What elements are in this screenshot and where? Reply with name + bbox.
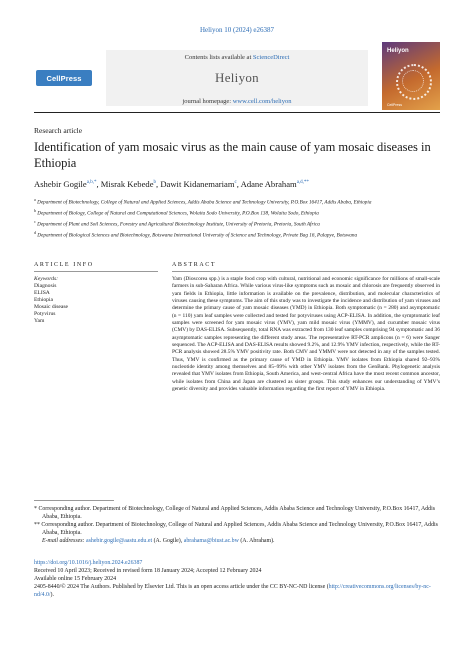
footnote-rule: [34, 500, 114, 501]
email-line: [34, 537, 440, 545]
affiliation: [34, 229, 440, 240]
available-online-line: Available online 15 February 2024: [34, 575, 117, 582]
footnote: [34, 505, 440, 521]
history-line: Received 10 April 2023; Received in revised form 18 January 2024; Accepted 12 February 2024: [34, 567, 262, 574]
email-link-abraham[interactable]: abrahama@biust.ac.bw: [183, 538, 239, 544]
author-name[interactable]: Misrak Kebede: [100, 179, 154, 189]
affiliations: [34, 196, 440, 240]
author-sup[interactable]: a,d,**: [296, 180, 309, 186]
abstract-text: Yam (Dioscorea spp.) is a staple food crop with cultural, nutritional and economic significance for millions of small-scale farmers in sub-Saharan Africa. While various virus-like symptoms such as mosaic and chlorosis are frequently observed in yam fields in Ethiopia, little information is available on the prevalence, distribution, and molecular characteristics of viruses causing these symptoms. The aim of this study was to investigate the incidence and distribution of yam viruses and determine the primary cause of yam mosaic diseases (YMD) in Ethiopia. Both symptomatic (n = 280) and asymptomatic (n = 110) yam leaf samples were collected and tested for potyviruses using ACP-ELISA. In addition, the symptomatic leaf samples were screened for yam mosaic virus (YMV), yam mild mosaic virus (YMMV), and cucumber mosaic virus (CMV) by DAS-ELISA. Subsequently, total RNA was extracted from 130 leaf samples comprising 94 symptomatic and 36 asymptomatic samples representing the different study areas. The representative RT-PCR amplicons (n = 6) were Sanger sequenced. The ACP-ELISA and DAS-ELISA results showed 9.2%, and 12.9% YMV infection, respectively, while the RT-PCR analysis showed 28.5% YMV positivity rate. Both CMV and YMMV were not detected in any of the samples tested. Thus, YMV is confirmed as the primary cause of YMD in Ethiopia. YMV isolates from Ethiopia shared 92–93% nucleotide identity among themselves and 85–99% with other YMV isolates from the GenBank. Phylogenetic analysis revealed that YMV isolates from Ethiopia, South America, and west-central Africa have the most recent common ancestor, while isolates from China and Japan are clustered as sister groups. This study enhances our understanding of YMV’s genetic diversity and provides valuable information regarding the first report of YMV in Ethiopia.: [172, 276, 440, 393]
author-name[interactable]: Ashebir Gogile: [34, 179, 87, 189]
homepage-link[interactable]: www.cell.com/heliyon: [232, 98, 292, 105]
license-text: 2405-8440/© 2024 The Authors. Published by Elsevier Ltd. This is an open access article under the CC BY-NC-ND license: [34, 583, 326, 590]
affiliation: [34, 196, 440, 207]
affiliation-text: Department of Biotechnology, College of Natural and Applied Sciences, Addis Ababa Science and Technology University, P.O.Box 16417, Addis Ababa, Ethiopia: [37, 199, 372, 206]
keywords-label-text: Keywords:: [34, 276, 59, 282]
keyword: Mosaic disease: [34, 304, 69, 311]
author-sup[interactable]: b: [153, 180, 157, 186]
cellpress-logo[interactable]: CellPress: [36, 70, 92, 86]
license-line: 2405-8440/© 2024 The Authors. Published by Elsevier Ltd. This is an open access article under the CC BY-NC-ND license (http://creativecommons.org/licenses/by-nc-nd/4.0/).: [34, 583, 431, 598]
affiliation-mark: b: [34, 207, 36, 213]
journal-cover-image[interactable]: [382, 42, 440, 110]
contents-line: [106, 54, 368, 61]
email-name: (A. Abraham).: [240, 538, 275, 544]
keyword: Diagnosis: [34, 283, 57, 289]
email-name: (A. Gogile),: [153, 538, 183, 544]
article-title: Identification of yam mosaic virus as the main cause of yam mosaic diseases in Ethiopia: [34, 140, 431, 170]
journal-name: Heliyon: [215, 70, 259, 85]
footnote-mark: **: [34, 522, 40, 528]
affiliation-text: Department of Plant and Soil Sciences, Forestry and Agricultural Biotechnology Institute, University of Pretoria, Pretoria, South Africa: [37, 221, 320, 228]
article-info-rule: [34, 271, 158, 272]
journal-masthead: [34, 50, 440, 108]
contents-prefix: Contents lists available at: [184, 54, 253, 61]
cover-title: Heliyon: [387, 48, 409, 54]
abstract-heading: ABSTRACT: [172, 262, 217, 268]
footnotes: [34, 505, 440, 545]
article-info-heading: ARTICLE INFO: [34, 262, 94, 268]
homepage-prefix: journal homepage:: [182, 98, 233, 105]
footnote-mark: *: [34, 506, 37, 512]
keywords-list: [34, 283, 68, 326]
affiliation-mark: c: [34, 218, 36, 224]
keyword: Ethiopia: [34, 297, 53, 304]
author-sup[interactable]: a,b,*: [86, 180, 97, 186]
sciencedirect-link[interactable]: ScienceDirect: [252, 54, 290, 61]
publication-info: [34, 560, 440, 600]
author-sup[interactable]: c: [234, 180, 237, 186]
affiliation-mark: d: [34, 229, 36, 235]
footnote-text: Corresponding author. Department of Biotechnology, College of Natural and Applied Sciences, Addis Ababa Science and Technology University, P.O.Box 16417, Addis Ababa, Ethiopia.: [41, 522, 438, 536]
cover-graphic-inner: [402, 70, 424, 92]
article-type: Research article: [34, 126, 83, 135]
affiliation-text: Department of Biological Sciences and Biotechnology, Botswana International University of Science and Technology, Private Bag 16, Palapye, Botswana: [37, 232, 358, 239]
affiliation-text: Department of Biology, College of Natural and Computational Sciences, Wolaita Sodo University, P.O.Box 138, Wolaita Sodo, Ethiopia: [37, 210, 319, 217]
cover-footer: CellPress: [387, 103, 402, 107]
doi-link[interactable]: https://doi.org/10.1016/j.heliyon.2024.e26387: [34, 560, 143, 566]
keywords-label: [34, 276, 58, 282]
email-label: E-mail addresses:: [42, 538, 85, 544]
header-rule: [34, 112, 440, 113]
email-link-gogile[interactable]: ashebir.gogile@aastu.edu.et: [85, 538, 153, 544]
abstract-rule: [172, 271, 440, 272]
author-name[interactable]: Dawit Kidanemariam: [160, 179, 235, 189]
keyword: ELISA: [34, 290, 50, 297]
affiliation: [34, 218, 440, 229]
affiliation-mark: a: [34, 197, 36, 202]
license-link[interactable]: http://creativecommons.org/licenses/by-nc-nd/4.0/: [34, 583, 431, 598]
keyword: Yam: [34, 318, 45, 325]
affiliation: [34, 207, 440, 218]
keyword: Potyvirus: [34, 311, 56, 318]
footnote: [34, 521, 440, 537]
running-head[interactable]: Heliyon 10 (2024) e26387: [199, 26, 275, 34]
author-list: Ashebir Gogile$^{a,b,*}$, Misrak Kebede$^b$, Dawit Kidanemariam$^c$, Adane Abraham$^{a,d,**}$: [34, 179, 309, 189]
masthead-box: [106, 50, 368, 106]
author-name[interactable]: Adane Abraham: [240, 179, 297, 189]
homepage-line: [106, 98, 368, 105]
footnote-text: Corresponding author. Department of Biotechnology, College of Natural and Applied Sciences, Addis Ababa Science and Technology University, P.O.Box 16417, Addis Ababa, Ethiopia.: [38, 506, 436, 520]
